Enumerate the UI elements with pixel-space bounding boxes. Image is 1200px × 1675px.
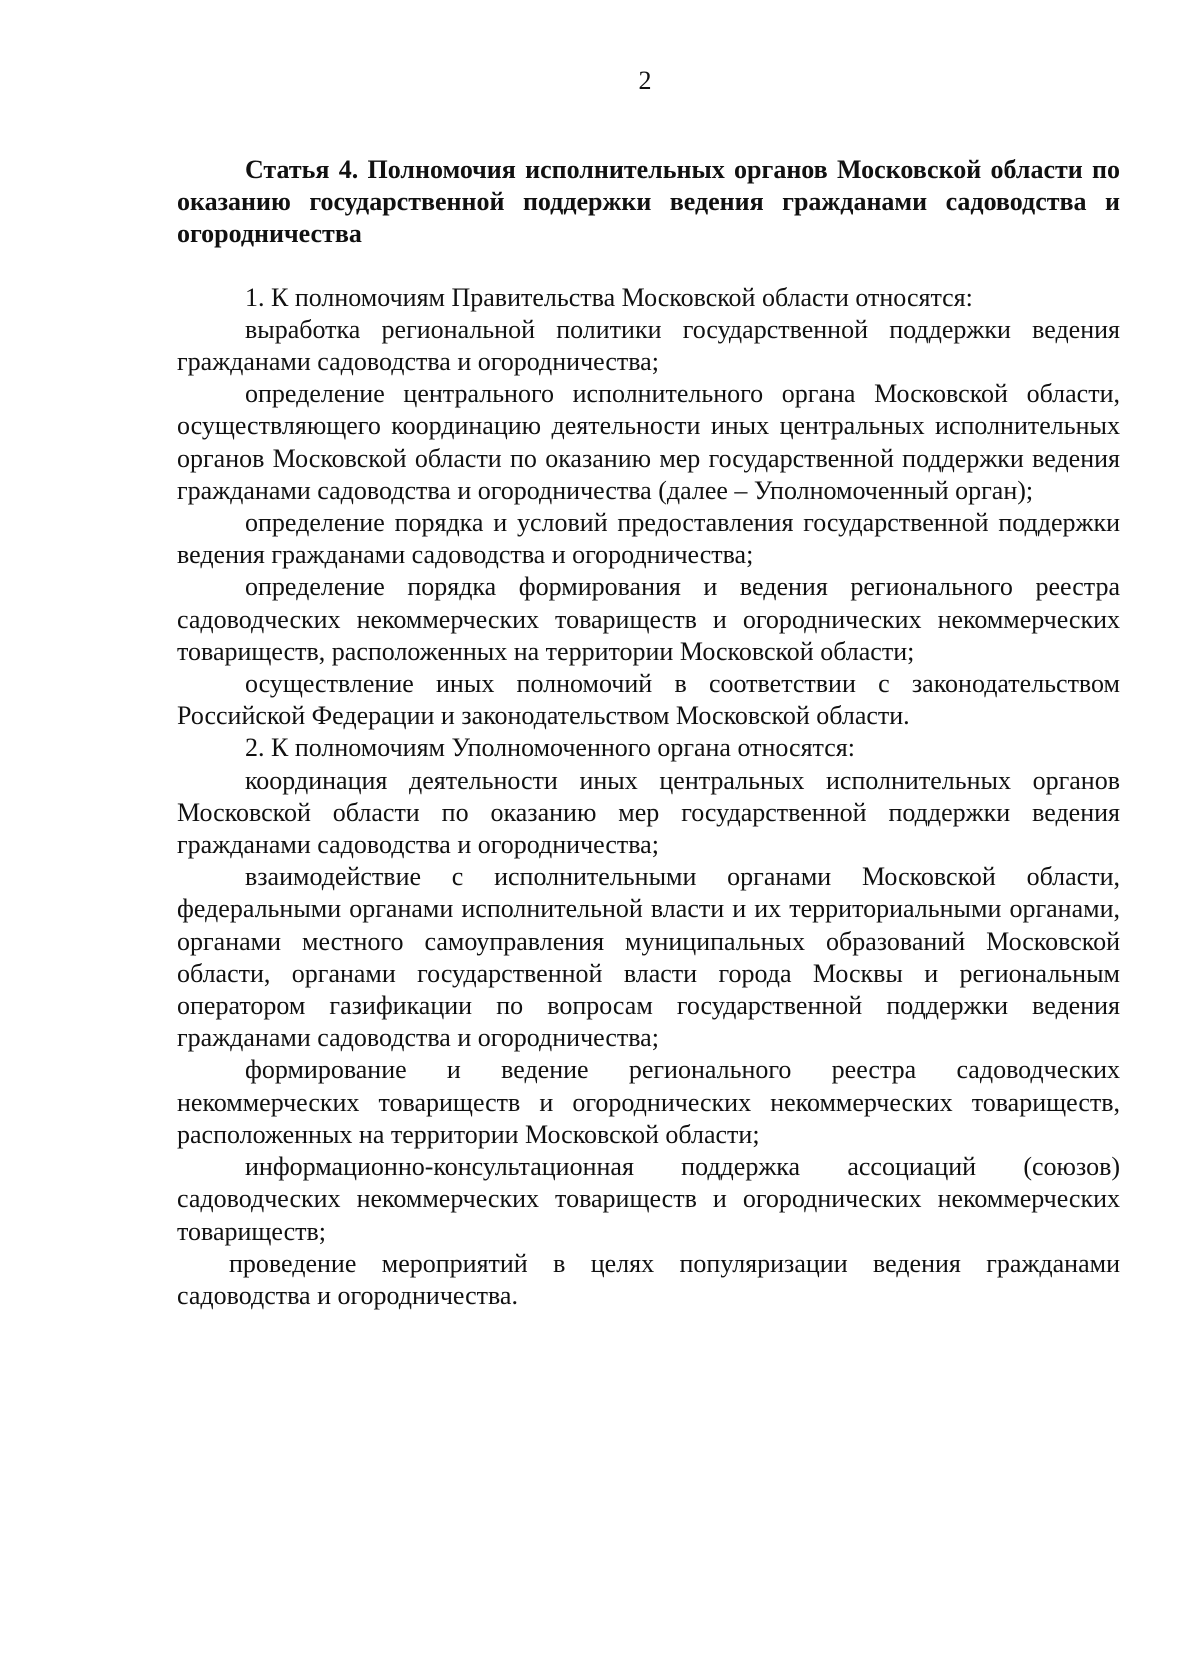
page-number: 2: [638, 66, 652, 95]
section-1-item: выработка региональной политики государственной поддержки ведения гражданами садоводства и огородничества;: [177, 314, 1120, 377]
section-1-intro: 1. К полномочиям Правительства Московской области относятся:: [245, 282, 973, 312]
document-body: [177, 154, 1120, 1312]
section-2-item: координация деятельности иных центральных исполнительных органов Московской области по оказанию мер государственной поддержки ведения гражданами садоводства и огородничества;: [177, 765, 1120, 860]
section-1-item: осуществление иных полномочий в соответствии с законодательством Российской Федерации и законодательством Московской области.: [177, 669, 1120, 731]
section-2-intro: 2. К полномочиям Уполномоченного органа относятся:: [245, 733, 855, 763]
section-2-item: формирование и ведение регионального реестра садоводческих некоммерческих товариществ и огороднических некоммерческих товариществ, расположенных на территории Московской области;: [177, 1055, 1120, 1149]
section-1-item: определение порядка формирования и ведения регионального реестра садоводческих некоммерческих товариществ и огороднических некоммерческих товариществ, расположенных на территории Московской области;: [177, 572, 1120, 666]
section-2-item: проведение мероприятий в целях популяризации ведения гражданами садоводства и огородничества.: [177, 1248, 1120, 1310]
section-2-item: взаимодействие с исполнительными органами Московской области, федеральными органами исполнительной власти и их территориальными органами, органами местного самоуправления муниципальных образований Московской области, органами государственной власти города Москвы и региональным оператором газификации по вопросам государственной поддержки ведения гражданами садоводства и огородничества;: [177, 862, 1120, 1053]
article-title: Статья 4. Полномочия исполнительных органов Московской области по оказанию государственной поддержки ведения гражданами садоводства и огородничества: [177, 155, 1120, 249]
section-1-item: определение центрального исполнительного органа Московской области, осуществляющего координацию деятельности иных центральных исполнительных органов Московской области по оказанию мер государственной поддержки ведения гражданами садоводства и огородничества (далее – Уполномоченный орган);: [177, 379, 1120, 505]
section-1-item: определение порядка и условий предоставления государственной поддержки ведения гражданами садоводства и огородничества;: [177, 508, 1120, 570]
section-2-item: информационно-консультационная поддержка ассоциаций (союзов) садоводческих некоммерческих товариществ и огороднических некоммерческих товариществ;: [177, 1152, 1120, 1246]
